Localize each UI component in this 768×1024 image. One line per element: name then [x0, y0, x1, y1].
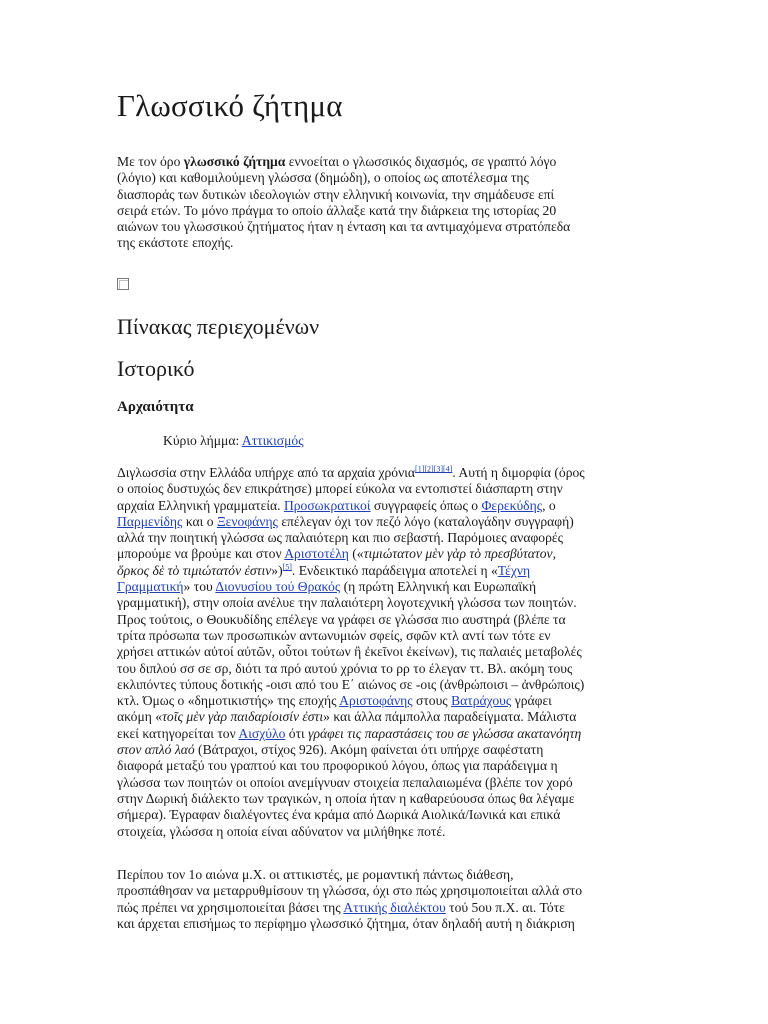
reference-link[interactable]: [5]: [282, 562, 292, 572]
page-title: Γλωσσικό ζήτημα: [117, 88, 343, 123]
toc-heading: Πίνακας περιεχομένων: [117, 314, 320, 339]
attikism-paragraph: Περίπου τον 1ο αιώνα μ.Χ. οι αττικιστές, με ρομαντική πάντως διάθεση, προσπάθησαν να μεταρρυθμίσουν τη γλώσσα, όχι στο πώς χρησιμοποιείται αλλά στο πώς πρέπει να χρησιμοποιείται βάσει της Αττικής διαλέκτου τού 5ου π.Χ. αι. Τότε και άρχεται επισήμως το περίφημο γλωσσικό ζήτημα, όταν δηλαδή αυτή η διάκριση: [117, 867, 583, 931]
reference-link[interactable]: [1][2][3][4]: [415, 464, 453, 474]
link-dionysius-thrax[interactable]: Διονυσίου τού Θρακός: [215, 579, 341, 595]
term-bold: γλωσσικό ζήτημα: [183, 154, 286, 169]
main-article-note: Κύριο λήμμα: Αττικισμός: [163, 433, 304, 448]
intro-paragraph: Με τον όρο γλωσσικό ζήτημα εννοείται ο γλωσσικός διχασμός, σε γραπτό λόγο (λόγιο) και καθομιλούμενη γλώσσα (δημώδη), ο οποίος ως αποτέλεσμα της διασποράς των δυτικών ιδεολογιών στην ελληνική κοινωνία, την σημάδευσε επί σειρά ετών. Το μόνο πράγμα το οποίο άλλαξε κατά την διάρκεια της ιστορίας 20 αιώνων του γλωσσικού ζητήματος ήταν η ένταση και τα αντιμαχόμενα στρατόπεδα της εκάστοτε εποχής.: [117, 154, 571, 251]
history-heading: Ιστορικό: [117, 356, 195, 381]
link-xenophanes[interactable]: Ξενοφάνης: [216, 513, 278, 529]
link-aristotle[interactable]: Αριστοτέλη: [284, 546, 349, 562]
link-aristophanes[interactable]: Αριστοφάνης: [339, 693, 413, 709]
broken-image-icon: [117, 278, 129, 290]
link-attic-dialect[interactable]: Αττικής διαλέκτου: [343, 899, 446, 915]
link-techne[interactable]: Τέχνη: [497, 562, 531, 578]
link-presocratics[interactable]: Προσωκρατικοί: [283, 497, 371, 513]
link-pherecydes[interactable]: Φερεκύδης: [481, 497, 543, 513]
link-parmenides[interactable]: Παρμενίδης: [117, 513, 183, 529]
link-frogs[interactable]: Βατράχους: [451, 693, 512, 709]
link-aeschylus[interactable]: Αισχύλο: [238, 725, 286, 741]
antiquity-heading: Αρχαιότητα: [117, 399, 194, 415]
antiquity-paragraph: Διγλωσσία στην Ελλάδα υπήρχε από τα αρχαία χρόνια[1][2][3][4]. Αυτή η διμορφία (όρος ο οποίος δυστυχώς δεν επικράτησε) μπορεί εύκολα να εντοπιστεί διάσπαρτη στην αρχαία Ελληνική γραμματεία. Προσωκρατικοί συγγραφείς όπως ο Φερεκύδης, ο Παρμενίδης και ο Ξενοφάνης επέλεγαν όχι τον πεζό λόγο (καταλογάδην συγγραφή) αλλά την ποιητική γλώσσα ως παλαιότερη και πιο σεβαστή. Παρόμοιες αναφορές μπορούμε να βρούμε και στον Αριστοτέλη («τιμιώτατον μὲν γὰρ τὸ πρεσβύτατον, ὅρκος δὲ τὸ τιμιώτατόν ἐστιν»)[5]. Ενδεικτικό παράδειγμα αποτελεί η «Τέχνη Γραμματική» του Διονυσίου τού Θρακός (η πρώτη Ελληνική και Ευρωπαϊκή γραμματική), στην οποία ανέλυε την παλαιότερη λογοτεχνική γλώσσα των ποιητών. Προς τούτοις, ο Θουκυδίδης επέλεγε να γράφει σε γλώσσα πιο αυστηρά (βλέπε τα τρίτα πρόσωπα των προσωπικών αντωνυμιών σφείς, σφῶν κτλ αντί των τότε εν χρήσει αττικών αὐτοί αὐτῶν, οὗτοι τούτων ἢ ἐκεῖνοι ἐκείνων), τις παλαιές μεταβολές του διπλού σσ σε σρ, διότι τα πρό αυτού χρόνια το ρρ το έλεγαν ττ. Βλ. ακόμη τους εκλιπόντες τύπους δοτικής -οισι από του Ε΄ αιώνος σε -οις (ἀνθρώποισι – ἀνθρώποις) κτλ. Όμως ο «δημοτικιστής» της εποχής Αριστοφάνης στους Βατράχους γράφει ακόμη «τοῖς μὲν γὰρ παιδαρίοισίν ἐστι» και άλλα πάμπολλα παραδείγματα. Μάλιστα εκεί κατηγορείται τον Αισχύλο ότι γράφει τις παραστάσεις του σε γλώσσα ακατανόητη στον απλό λαό (Βάτραχοι, στίχος 926). Ακόμη φαίνεται ότι υπήρχε σαφέστατη διαφορά μεταξύ του γραπτού και του προφορικού λόγου, όπως για παράδειγμα η γλώσσα των ποιητών οι οποίοι ανεμίγνυαν στοιχεία πεπαλαιωμένα (βλέπε τον χορό στην Δωρική διάλεκτο των τραγικών, η οποία ήταν η καθαρεύουσα όπως θα λέγαμε σήμερα). Έγραφαν διαλέγοντες ένα κράμα από Δωρικά Αιολικά/Ιωνικά και επικά στοιχεία, γλώσσα η οποία είναι αδύνατον να μιλήθηκε ποτέ.: [117, 464, 585, 839]
link-grammatike[interactable]: Γραμματική: [117, 579, 184, 595]
main-article-link[interactable]: Αττικισμός: [241, 433, 304, 448]
